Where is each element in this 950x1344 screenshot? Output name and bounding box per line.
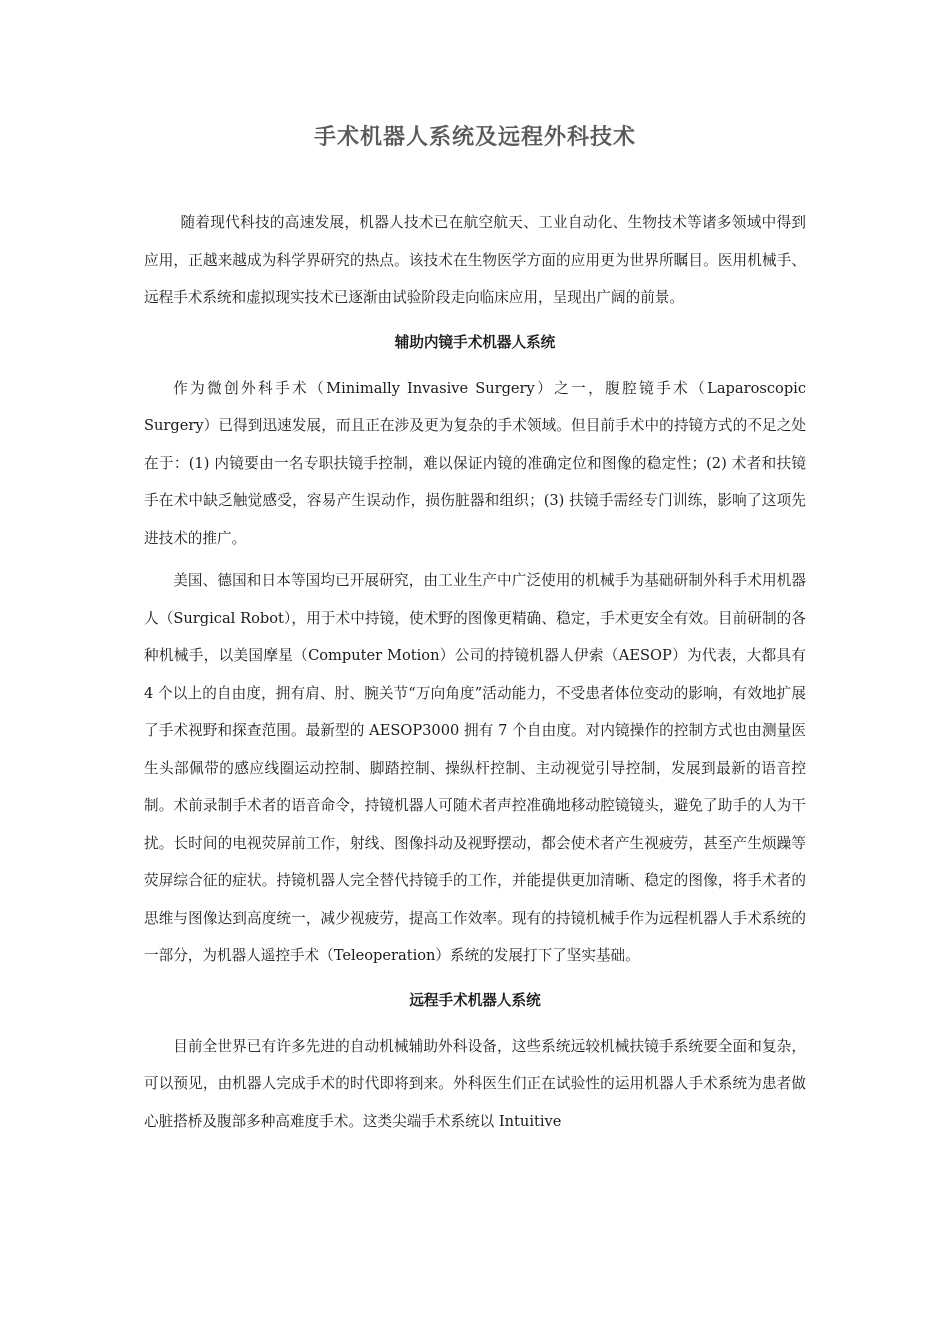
document-title: 手术机器人系统及远程外科技术 — [313, 124, 636, 150]
section-heading-endoscope-robot: 辅助内镜手术机器人系统 — [394, 333, 556, 351]
paragraph-laparoscopic-limitations: 作为微创外科手术（Minimally Invasive Surgery）之一，腹腔镜手术（Laparoscopic Surgery）已得到迅速发展，而且正在涉及更为复杂的手术领域。但目前手术中的持镜方式的不足之处在于：(1) 内镜要由一名专职扶镜手控制，难以保证内镜的准确定位和图像的稳定性；(2) 术者和扶镜手在术中缺乏触觉感受，容易产生误动作，损伤脏器和组织；(3) 扶镜手需经专门训练，影响了这项先进技术的推广。 — [144, 379, 806, 547]
document-body — [144, 112, 806, 1145]
paragraph-remote-surgery: 目前全世界已有许多先进的自动机械辅助外科设备，这些系统远较机械扶镜手系统要全面和复杂，可以预见，由机器人完成手术的时代即将到来。外科医生们正在试验性的运用机器人手术系统为患者做心脏搭桥及腹部多种高难度手术。这类尖端手术系统以 Intuitive — [144, 1037, 806, 1130]
intro-paragraph: 随着现代科技的高速发展，机器人技术已在航空航天、工业自动化、生物技术等诸多领域中得到应用，正越来越成为科学界研究的热点。该技术在生物医学方面的应用更为世界所瞩目。医用机械手、远程手术系统和虚拟现实技术已逐渐由试验阶段走向临床应用，呈现出广阔的前景。 — [144, 214, 806, 306]
section-heading-remote-surgery-robot: 远程手术机器人系统 — [409, 991, 541, 1009]
paragraph-aesop-robot: 美国、德国和日本等国均已开展研究，由工业生产中广泛使用的机械手为基础研制外科手术用机器人（Surgical Robot），用于术中持镜，使术野的图像更精确、稳定，手术更安全有效。目前研制的各种机械手，以美国摩星（Computer Motion）公司的持镜机器人伊索（AESOP）为代表，大都具有 4 个以上的自由度，拥有肩、肘、腕关节“万向角度”活动能力，不受患者体位变动的影响，有效地扩展了手术视野和探查范围。最新型的 AESOP3000 拥有 7 个自由度。对内镜操作的控制方式也由测量医生头部佩带的感应线圈运动控制、脚踏控制、操纵杆控制、主动视觉引导控制，发展到最新的语音控制。术前录制手术者的语音命令，持镜机器人可随术者声控准确地移动腔镜镜头，避免了助手的人为干扰。长时间的电视荧屏前工作，射线、图像抖动及视野摆动，都会使术者产生视疲劳，甚至产生烦躁等荧屏综合征的症状。持镜机器人完全替代持镜手的工作，并能提供更加清晰、稳定的图像，将手术者的思维与图像达到高度统一，减少视疲劳，提高工作效率。现有的持镜机械手作为远程机器人手术系统的一部分，为机器人遥控手术（Teleoperation）系统的发展打下了坚实基础。 — [144, 572, 806, 964]
